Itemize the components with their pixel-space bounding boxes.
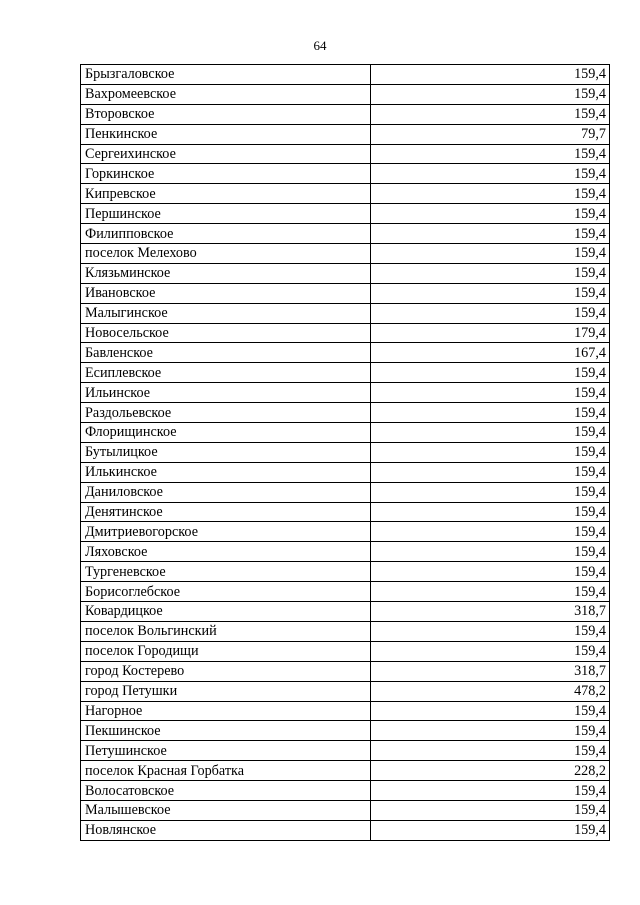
table-row — [81, 462, 610, 482]
amount-value-cell: 159,4 — [371, 283, 610, 303]
table-row — [81, 741, 610, 761]
table-row — [81, 244, 610, 264]
table-row — [81, 820, 610, 840]
municipality-name-cell: Ковардицкое — [81, 602, 371, 622]
table-row — [81, 542, 610, 562]
amount-value-cell: 478,2 — [371, 681, 610, 701]
amount-value-cell: 159,4 — [371, 104, 610, 124]
table-row — [81, 224, 610, 244]
municipality-name-cell: Второвское — [81, 104, 371, 124]
municipality-name-cell: поселок Мелехово — [81, 244, 371, 264]
table-row — [81, 184, 610, 204]
municipality-name-cell: Брызгаловское — [81, 65, 371, 85]
amount-value-cell: 159,4 — [371, 741, 610, 761]
amount-value-cell: 159,4 — [371, 502, 610, 522]
table-row — [81, 343, 610, 363]
table-row — [81, 164, 610, 184]
amount-value-cell: 159,4 — [371, 363, 610, 383]
municipality-name-cell: Денятинское — [81, 502, 371, 522]
amount-value-cell: 159,4 — [371, 522, 610, 542]
municipality-name-cell: Пенкинское — [81, 124, 371, 144]
table-row — [81, 562, 610, 582]
amount-value-cell: 159,4 — [371, 204, 610, 224]
table-row — [81, 124, 610, 144]
amount-value-cell: 159,4 — [371, 820, 610, 840]
amount-value-cell: 167,4 — [371, 343, 610, 363]
amount-value-cell: 159,4 — [371, 164, 610, 184]
table-row — [81, 781, 610, 801]
amount-value-cell: 318,7 — [371, 602, 610, 622]
municipality-name-cell: Пекшинское — [81, 721, 371, 741]
table-row — [81, 65, 610, 85]
amount-value-cell: 159,4 — [371, 263, 610, 283]
amount-value-cell: 159,4 — [371, 442, 610, 462]
table-row — [81, 522, 610, 542]
municipality-name-cell: Есиплевское — [81, 363, 371, 383]
table-row — [81, 283, 610, 303]
amount-value-cell: 159,4 — [371, 781, 610, 801]
amount-value-cell: 159,4 — [371, 224, 610, 244]
municipality-name-cell: Дмитриевогорское — [81, 522, 371, 542]
table-row — [81, 303, 610, 323]
amount-value-cell: 159,4 — [371, 383, 610, 403]
table-row — [81, 363, 610, 383]
table-row — [81, 323, 610, 343]
municipality-name-cell: Першинское — [81, 204, 371, 224]
table-row — [81, 84, 610, 104]
municipality-name-cell: Новлянское — [81, 820, 371, 840]
municipality-name-cell: Филипповское — [81, 224, 371, 244]
municipality-name-cell: поселок Красная Горбатка — [81, 761, 371, 781]
table-row — [81, 104, 610, 124]
amount-value-cell: 159,4 — [371, 244, 610, 264]
amount-value-cell: 159,4 — [371, 184, 610, 204]
table-row — [81, 383, 610, 403]
municipality-name-cell: город Костерево — [81, 661, 371, 681]
table-row — [81, 263, 610, 283]
table-row — [81, 721, 610, 741]
table-row — [81, 482, 610, 502]
municipality-name-cell: Клязьминское — [81, 263, 371, 283]
table-body — [81, 65, 610, 841]
allocation-table-container — [80, 64, 610, 841]
table-row — [81, 641, 610, 661]
municipality-name-cell: Новосельское — [81, 323, 371, 343]
municipality-name-cell: Илькинское — [81, 462, 371, 482]
municipality-name-cell: Ивановское — [81, 283, 371, 303]
amount-value-cell: 159,4 — [371, 800, 610, 820]
municipality-name-cell: Ляховское — [81, 542, 371, 562]
table-row — [81, 582, 610, 602]
amount-value-cell: 159,4 — [371, 423, 610, 443]
table-row — [81, 602, 610, 622]
amount-value-cell: 159,4 — [371, 462, 610, 482]
table-row — [81, 502, 610, 522]
municipality-name-cell: Бутылицкое — [81, 442, 371, 462]
municipality-name-cell: Борисоглебское — [81, 582, 371, 602]
municipality-name-cell: поселок Городищи — [81, 641, 371, 661]
page-number: 64 — [313, 38, 327, 53]
amount-value-cell: 79,7 — [371, 124, 610, 144]
amount-value-cell: 159,4 — [371, 482, 610, 502]
table-row — [81, 621, 610, 641]
amount-value-cell: 179,4 — [371, 323, 610, 343]
table-row — [81, 681, 610, 701]
amount-value-cell: 159,4 — [371, 303, 610, 323]
amount-value-cell: 159,4 — [371, 721, 610, 741]
municipality-name-cell: Кипревское — [81, 184, 371, 204]
amount-value-cell: 159,4 — [371, 562, 610, 582]
amount-value-cell: 159,4 — [371, 65, 610, 85]
municipality-name-cell: Волосатовское — [81, 781, 371, 801]
municipality-name-cell: Петушинское — [81, 741, 371, 761]
amount-value-cell: 228,2 — [371, 761, 610, 781]
amount-value-cell: 159,4 — [371, 403, 610, 423]
municipality-name-cell: Тургеневское — [81, 562, 371, 582]
amount-value-cell: 159,4 — [371, 542, 610, 562]
amount-value-cell: 318,7 — [371, 661, 610, 681]
table-row — [81, 423, 610, 443]
table-row — [81, 800, 610, 820]
amount-value-cell: 159,4 — [371, 144, 610, 164]
municipality-name-cell: Раздольевское — [81, 403, 371, 423]
table-row — [81, 761, 610, 781]
amount-value-cell: 159,4 — [371, 641, 610, 661]
allocation-table — [80, 64, 610, 841]
amount-value-cell: 159,4 — [371, 621, 610, 641]
table-row — [81, 204, 610, 224]
municipality-name-cell: Сергеихинское — [81, 144, 371, 164]
municipality-name-cell: Малышевское — [81, 800, 371, 820]
municipality-name-cell: Флорищинское — [81, 423, 371, 443]
amount-value-cell: 159,4 — [371, 701, 610, 721]
municipality-name-cell: Малыгинское — [81, 303, 371, 323]
table-row — [81, 403, 610, 423]
municipality-name-cell: Ильинское — [81, 383, 371, 403]
municipality-name-cell: поселок Вольгинский — [81, 621, 371, 641]
municipality-name-cell: Горкинское — [81, 164, 371, 184]
municipality-name-cell: Даниловское — [81, 482, 371, 502]
municipality-name-cell: Бавленское — [81, 343, 371, 363]
municipality-name-cell: Нагорное — [81, 701, 371, 721]
municipality-name-cell: Вахромеевское — [81, 84, 371, 104]
amount-value-cell: 159,4 — [371, 84, 610, 104]
table-row — [81, 661, 610, 681]
table-row — [81, 442, 610, 462]
amount-value-cell: 159,4 — [371, 582, 610, 602]
table-row — [81, 701, 610, 721]
table-row — [81, 144, 610, 164]
municipality-name-cell: город Петушки — [81, 681, 371, 701]
